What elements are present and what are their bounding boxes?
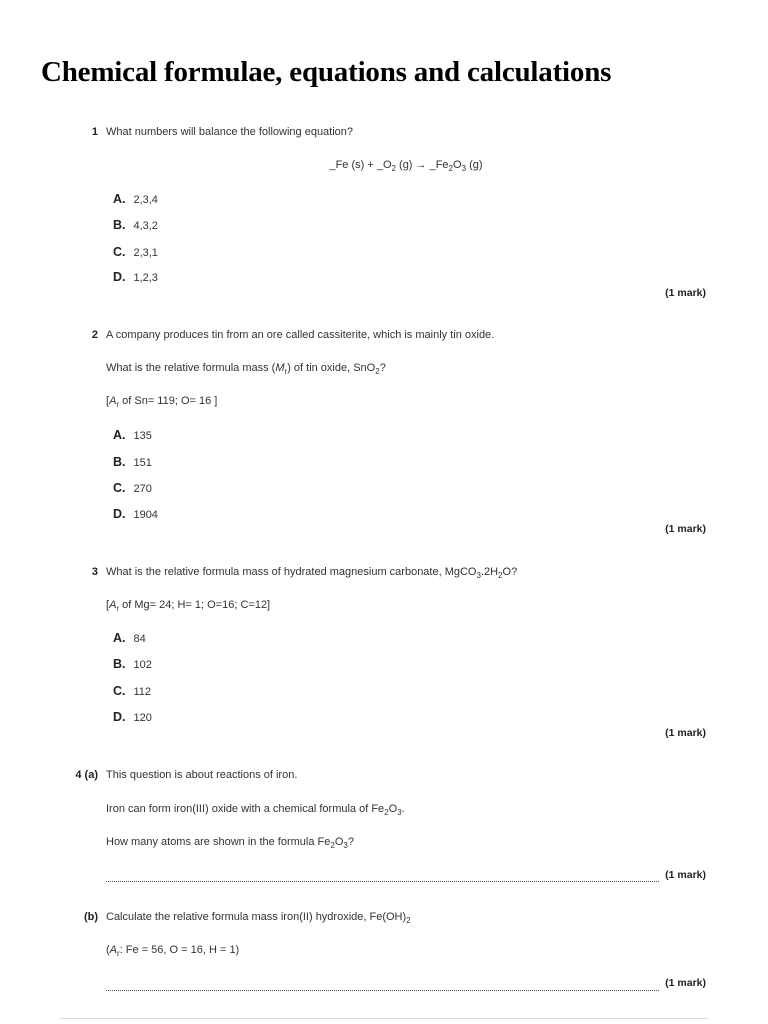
question-text: A company produces tin from an ore called cassiterite, which is mainly tin oxide.: [106, 329, 495, 341]
question-text: This question is about reactions of iron.: [106, 769, 298, 781]
question-text: What numbers will balance the following equation?: [106, 126, 354, 138]
question-number: 3: [91, 566, 98, 578]
option-text: 1904: [133, 509, 158, 521]
option-text: 84: [133, 633, 146, 645]
question-text-part: .2H: [480, 566, 499, 578]
page-bottom-divider: [60, 1018, 708, 1019]
chemical-equation: _Fe $(s) + \_O_2$ $(g) \to \_Fe_2O_3$ (g): [329, 159, 483, 174]
prompt-text: ?: [379, 362, 386, 374]
question-text-part: Iron can form iron(III) oxide with a chemical formula of Fe: [106, 803, 385, 815]
subscript: 3: [343, 841, 348, 851]
question-text-part: Calculate the relative formula mass iron(II) hydroxide, Fe(OH): [106, 911, 407, 923]
question-text-part: ?: [347, 836, 354, 848]
subscript: 2: [406, 916, 411, 926]
option-text: 120: [133, 712, 152, 724]
option-letter: B.: [113, 218, 126, 232]
option-d: [113, 505, 158, 523]
option-letter: D.: [113, 270, 126, 284]
option-a: [113, 190, 158, 208]
bracket: [: [106, 395, 110, 407]
option-text: 151: [133, 457, 152, 469]
option-b: [113, 453, 152, 471]
question-text-part: What is the relative formula mass of hydrated magnesium carbonate, MgCO: [106, 566, 477, 578]
option-text: 4,3,2: [133, 220, 158, 232]
question-number: 2: [91, 329, 98, 341]
answer-line[interactable]: [106, 881, 659, 882]
subscript: 2: [498, 571, 503, 581]
mark-label: (1 mark): [665, 727, 706, 739]
question-prompt: [106, 362, 386, 377]
relative-atomic-mass-data: [106, 944, 240, 959]
answer-line[interactable]: [106, 990, 659, 991]
ar-values: of Sn= 119; O= 16 ]: [119, 395, 218, 407]
option-d: [113, 268, 158, 286]
option-text: 2,3,1: [133, 247, 158, 259]
mark-label: (1 mark): [665, 523, 706, 535]
question-text: [106, 566, 518, 581]
subscript: 3: [397, 808, 402, 818]
option-text: 270: [133, 483, 152, 495]
symbol: A: [109, 599, 117, 611]
subscript: 2: [330, 841, 335, 851]
mark-label: (1 mark): [665, 287, 706, 299]
question-number: 4 (a): [75, 769, 98, 781]
option-letter: D.: [113, 507, 126, 521]
option-c: [113, 243, 158, 261]
option-text: 1,2,3: [133, 272, 158, 284]
option-c: [113, 682, 151, 700]
question-text-part: O: [334, 836, 344, 848]
subscript: r: [116, 400, 120, 410]
question-text-part: O: [388, 803, 398, 815]
symbol: A: [109, 395, 117, 407]
option-text: 135: [133, 430, 152, 442]
subscript: 2: [375, 367, 380, 377]
option-letter: B.: [113, 657, 126, 671]
option-text: 102: [133, 659, 152, 671]
option-letter: C.: [113, 684, 126, 698]
option-letter: A.: [113, 428, 126, 442]
option-letter: A.: [113, 192, 126, 206]
subscript: r: [284, 367, 288, 377]
option-letter: C.: [113, 481, 126, 495]
option-letter: A.: [113, 631, 126, 645]
bracket: (: [106, 944, 110, 956]
option-b: [113, 655, 152, 673]
prompt-text: ) of tin oxide, SnO: [287, 362, 376, 374]
subscript: 3: [476, 571, 481, 581]
subscript: r: [117, 949, 120, 959]
relative-atomic-mass-data: [106, 599, 271, 614]
option-d: [113, 708, 152, 726]
mark-label: (1 mark): [665, 977, 706, 989]
bracket: [: [106, 599, 110, 611]
question-number: (b): [83, 911, 98, 923]
symbol: M: [275, 362, 285, 374]
subscript: 2: [384, 808, 389, 818]
ar-values: : Fe = 56, O = 16, H = 1): [119, 944, 240, 956]
option-a: [113, 629, 146, 647]
option-a: [113, 426, 152, 444]
symbol: A: [109, 944, 118, 956]
ar-values: of Mg= 24; H= 1; O=16; C=12]: [119, 599, 271, 611]
question-number: 1: [91, 126, 98, 138]
option-letter: B.: [113, 455, 126, 469]
option-text: 112: [133, 686, 151, 698]
question-text-part: How many atoms are shown in the formula Fe: [106, 836, 331, 848]
question-context: [106, 803, 405, 818]
option-letter: D.: [113, 710, 126, 724]
mark-label: (1 mark): [665, 869, 706, 881]
question-text: [106, 911, 411, 926]
page-title: Chemical formulae, equations and calculations: [41, 56, 612, 88]
relative-atomic-mass-data: [106, 395, 218, 410]
question-text-part: O?: [502, 566, 518, 578]
question-text-part: .: [401, 803, 405, 815]
option-text: 2,3,4: [133, 194, 158, 206]
option-c: [113, 479, 152, 497]
question-prompt: [106, 836, 354, 851]
option-letter: C.: [113, 245, 126, 259]
prompt-text: What is the relative formula mass (: [106, 362, 276, 374]
option-b: [113, 216, 158, 234]
subscript: r: [116, 604, 120, 614]
